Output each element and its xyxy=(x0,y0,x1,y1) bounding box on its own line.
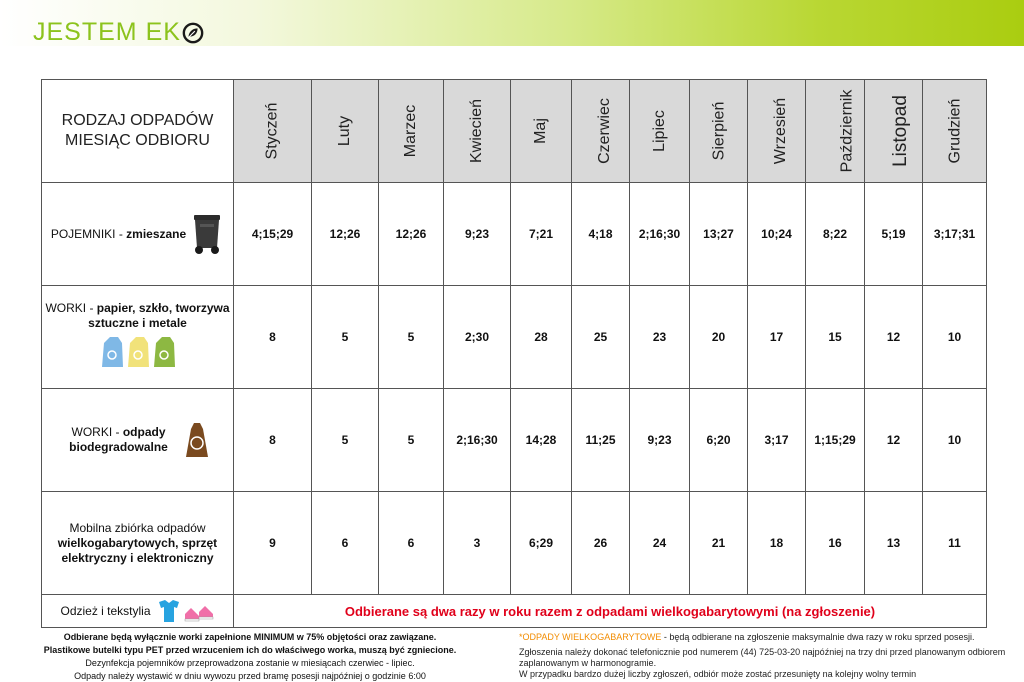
footer-rules xyxy=(0,631,500,682)
schedule-cell: 28 xyxy=(511,286,572,389)
clothes-icon xyxy=(155,598,215,624)
row-label-bulky-waste: Mobilna zbiórka odpadów wielkogabarytowych, sprzęt elektryczny i elektroniczny xyxy=(42,492,234,595)
month-header: Kwiecień xyxy=(444,80,511,183)
month-header: Maj xyxy=(511,80,572,183)
table-row xyxy=(42,492,987,595)
month-header: Marzec xyxy=(379,80,444,183)
schedule-cell: 3;17 xyxy=(748,389,806,492)
month-header: Czerwiec xyxy=(572,80,630,183)
schedule-cell: 12;26 xyxy=(312,183,379,286)
schedule-cell: 5 xyxy=(312,389,379,492)
waste-type-header: RODZAJ ODPADÓW MIESIĄC ODBIORU xyxy=(42,80,234,183)
schedule-cell: 1;15;29 xyxy=(806,389,865,492)
schedule-cell: 7;21 xyxy=(511,183,572,286)
table-row xyxy=(42,595,987,628)
schedule-cell: 17 xyxy=(748,286,806,389)
phone-info: Zgłoszenia należy dokonać telefonicznie pod numerem (44) 725-03-20 najpóźniej na trzy dni przed planowanym odbiorem zaplanowanym w harmonogramie. xyxy=(519,647,1006,668)
postpone-info: W przypadku bardzo dużej liczby zgłoszeń, odbiór może zostać przesunięty na kolejny wolny termin xyxy=(519,669,917,679)
schedule-cell: 4;15;29 xyxy=(234,183,312,286)
schedule-cell: 5 xyxy=(379,286,444,389)
schedule-cell: 3;17;31 xyxy=(923,183,987,286)
footer-rule: Dezynfekcja pojemników przeprowadzona zostanie w miesiącach czerwiec - lipiec. xyxy=(85,658,415,668)
month-header: Październik xyxy=(806,80,865,183)
footer-rule: Plastikowe butelki typu PET przed wrzuceniem ich do właściwego worka, muszą być zgniecione. xyxy=(43,645,457,655)
month-header: Lipiec xyxy=(630,80,690,183)
table-row xyxy=(42,183,987,286)
footer-bulky-info: *ODPADY WIELKOGABARYTOWE - będą odbierane na zgłoszenie maksymalnie dwa razy w roku sprzed posesji. Zgłoszenia należy dokonać telefonicznie pod numerem (44) 725-03-20 najpóźniej na trzy dni przed planowanym odbiorem zaplanowanym w harmonogramie. W przypadku bardzo dużej liczby zgłoszeń, odbiór może zostać przesunięty na kolejny wolny termin xyxy=(519,632,1009,680)
footer-rule: Odbierane będą wyłącznie worki zapełnione MINIMUM w 75% objętości oraz zawiązane. xyxy=(63,632,437,642)
schedule-cell: 6;29 xyxy=(511,492,572,595)
schedule-cell: 10 xyxy=(923,389,987,492)
schedule-cell: 10;24 xyxy=(748,183,806,286)
schedule-cell: 2;30 xyxy=(444,286,511,389)
schedule-cell: 13 xyxy=(865,492,923,595)
schedule-cell: 2;16;30 xyxy=(444,389,511,492)
table-row xyxy=(42,286,987,389)
schedule-cell: 5 xyxy=(379,389,444,492)
schedule-cell: 2;16;30 xyxy=(630,183,690,286)
logo xyxy=(33,18,204,47)
schedule-cell: 8 xyxy=(234,286,312,389)
recycling-bags-icon xyxy=(96,333,180,369)
bio-bag-icon xyxy=(182,421,212,459)
row-label-recycling-bags: WORKI - papier, szkło, tworzywa sztuczne i metale xyxy=(42,286,234,389)
schedule-cell: 11 xyxy=(923,492,987,595)
footer-rule: Odpady należy wystawić w dniu wywozu przed bramę posesji najpóźniej o godzinie 6:00 xyxy=(74,671,426,681)
schedule-cell: 9;23 xyxy=(444,183,511,286)
schedule-cell: 18 xyxy=(748,492,806,595)
schedule-cell: 10 xyxy=(923,286,987,389)
schedule-cell: 12 xyxy=(865,286,923,389)
schedule-cell: 24 xyxy=(630,492,690,595)
bulky-waste-highlight: *ODPADY WIELKOGABARYTOWE xyxy=(519,632,662,642)
trash-bin-icon xyxy=(190,212,224,256)
schedule-cell: 9 xyxy=(234,492,312,595)
schedule-cell: 5;19 xyxy=(865,183,923,286)
schedule-cell: 3 xyxy=(444,492,511,595)
schedule-cell: 26 xyxy=(572,492,630,595)
table-row xyxy=(42,389,987,492)
schedule-cell: 9;23 xyxy=(630,389,690,492)
schedule-cell: 21 xyxy=(690,492,748,595)
month-header: Sierpień xyxy=(690,80,748,183)
row-label-mixed-containers: POJEMNIKI - zmieszane xyxy=(42,183,234,286)
schedule-cell: 12 xyxy=(865,389,923,492)
month-header: Grudzień xyxy=(923,80,987,183)
textiles-note: Odbierane są dwa razy w roku razem z odpadami wielkogabarytowymi (na zgłoszenie) xyxy=(234,595,987,628)
schedule-cell: 6;20 xyxy=(690,389,748,492)
month-header: Listopad xyxy=(865,80,923,183)
logo-text: JESTEM EK xyxy=(33,18,181,46)
row-label-textiles: Odzież i tekstylia xyxy=(42,595,234,628)
month-header: Styczeń xyxy=(234,80,312,183)
schedule-cell: 15 xyxy=(806,286,865,389)
schedule-cell: 14;28 xyxy=(511,389,572,492)
schedule-cell: 4;18 xyxy=(572,183,630,286)
schedule-cell: 12;26 xyxy=(379,183,444,286)
schedule-cell: 25 xyxy=(572,286,630,389)
month-header-row xyxy=(42,80,987,183)
schedule-cell: 8 xyxy=(234,389,312,492)
schedule-cell: 13;27 xyxy=(690,183,748,286)
schedule-cell: 23 xyxy=(630,286,690,389)
schedule-cell: 6 xyxy=(312,492,379,595)
leaf-logo-icon xyxy=(182,22,204,44)
schedule-cell: 20 xyxy=(690,286,748,389)
row-label-bio-bags: WORKI - odpady biodegradowalne xyxy=(42,389,234,492)
schedule-cell: 6 xyxy=(379,492,444,595)
schedule-cell: 8;22 xyxy=(806,183,865,286)
collection-schedule-table xyxy=(41,79,987,628)
schedule-cell: 11;25 xyxy=(572,389,630,492)
month-header: Wrzesień xyxy=(748,80,806,183)
schedule-cell: 5 xyxy=(312,286,379,389)
month-header: Luty xyxy=(312,80,379,183)
schedule-cell: 16 xyxy=(806,492,865,595)
